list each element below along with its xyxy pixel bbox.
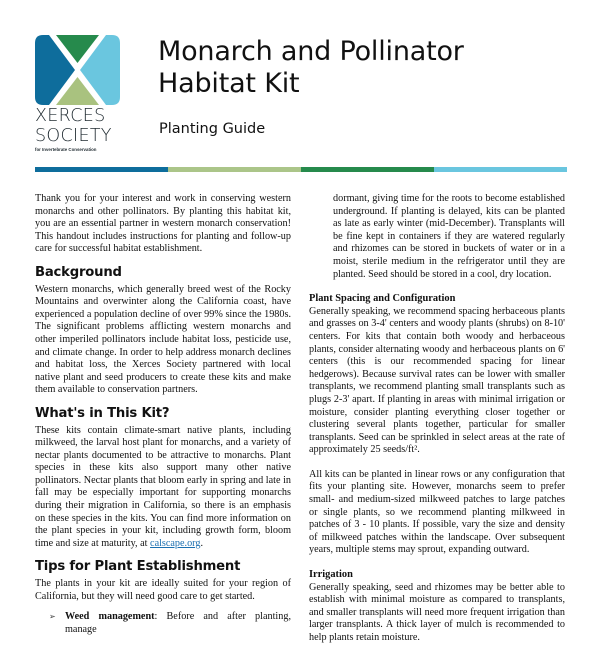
left-column xyxy=(35,193,291,636)
continued-bullet-paragraph: dormant, giving time for the roots to become established underground. If planting is delayed, kits can be planted as late as early winter (mid-December). Transplants will be fine kept in containers if they are watered regularly and rhizomes can be stored in buckets of water or in a moist, sterile medium in the refrigerator until they are planted. Seed should be stored in a cool, dry location. xyxy=(333,193,565,280)
intro-paragraph: Thank you for your interest and work in conserving western monarchs and other pollinators. By planting this habitat kit, you are an essential partner in western monarch conservation! This handout includes instructions for planting and follow-up care for successful habitat establishment. xyxy=(35,193,291,255)
title-line-2: Habitat Kit xyxy=(158,68,300,99)
title-line-1: Monarch and Pollinator xyxy=(158,36,464,67)
background-heading: Background xyxy=(35,264,122,280)
divider-segment-1 xyxy=(35,167,168,172)
logo-word-xerces: XERCES xyxy=(35,106,106,126)
spacer xyxy=(309,457,565,469)
background-paragraph: Western monarchs, which generally breed west of the Rocky Mountains and overwinter along the California coast, have experienced a population decline of over 99% since the 1980s. The significant problems afflicting western monarchs and other imperiled pollinators include habitat loss, pesticide use, and climate change. In order to help address monarch declines and habitat loss, the Xerces Society partnered with local native plant and seed producers to create these kits and make them available to conservation partners. xyxy=(35,283,291,396)
spacing-paragraph: Generally speaking, we recommend spacing herbaceous plants and grasses on 3-4' centers and woody plants (shrubs) on 8-10' centers. For kits that contain both woody and herbaceous plants, consider alternating woody and herbaceous plants on 6' centers (this is our recommended spacing for linear hedgerows). Because survival rates can be lower with smaller transplants, we recommend planting small transplants such as plugs 2-3' apart. If planting in areas with minimal irrigation or moisture, consider planting everything closer together or clustering several plants together, particular for smaller transplants. Seed can be sprinkled in select areas at the rate of approximately 25 seeds/ft². xyxy=(309,305,565,456)
kit-text: These kits contain climate-smart native plants, including milkweed, the larval host plant for monarchs, and a variety of nectar plants documented to be attractive to monarchs. Plant species in these kits also support many other native pollinators. Nectar plants that bloom early in spring and late in fall may be especially important for supporting monarchs during their migration in California, so there is an emphasis on these species in the kits. You can find more information on the plant species in your kit, including growth form, bloom time and size at maturity, at xyxy=(35,424,291,549)
irrigation-paragraph: Generally speaking, seed and rhizomes may be better able to establish with minimal moisture as compared to transplants, and smaller transplants will need more frequent irrigation than larger transplants. A thick layer of mulch is recommended to help plants retain moisture. xyxy=(309,581,565,643)
xerces-x-icon xyxy=(35,35,120,105)
color-divider xyxy=(35,167,567,172)
divider-segment-2 xyxy=(168,167,301,172)
kit-paragraph xyxy=(35,425,291,551)
spacing-heading: Plant Spacing and Configuration xyxy=(309,293,456,305)
page-subtitle: Planting Guide xyxy=(159,121,266,137)
bullet-content xyxy=(65,611,291,636)
tips-paragraph: The plants in your kit are ideally suited for your region of California, but they will need good care to get started. xyxy=(35,578,291,602)
calscape-link[interactable]: calscape.org xyxy=(150,537,201,549)
arrow-bullet-icon: ➢ xyxy=(49,612,56,622)
list-item xyxy=(49,611,291,636)
logo-word-society: SOCIETY xyxy=(35,126,112,146)
irrigation-heading: Irrigation xyxy=(309,569,353,581)
configuration-paragraph: All kits can be planted in linear rows or any configuration that fits your planting site. However, monarchs seem to prefer small- and medium-sized milkweed patches to large patches or single plants, so we recommend planting milkweed in patches of 3 - 10 plants. If possible, vary the size and density of milkweed patches within the landscape. Over subsequent years, multiple stems may sprout, expanding outward. xyxy=(309,468,565,556)
tips-heading: Tips for Plant Establishment xyxy=(35,559,241,575)
xerces-logo xyxy=(35,35,120,152)
bullet-text: : Before and after planting, manage xyxy=(65,611,291,635)
page-title xyxy=(158,36,464,100)
logo-tagline: for Invertebrate Conservation xyxy=(35,147,97,152)
divider-segment-4 xyxy=(434,167,567,172)
divider-segment-3 xyxy=(301,167,434,172)
spacer xyxy=(309,557,565,569)
kit-heading: What's in This Kit? xyxy=(35,405,170,421)
kit-text-end: . xyxy=(200,537,204,549)
spacer xyxy=(309,281,565,293)
bullet-label: Weed management xyxy=(65,611,155,623)
right-column xyxy=(309,193,565,645)
